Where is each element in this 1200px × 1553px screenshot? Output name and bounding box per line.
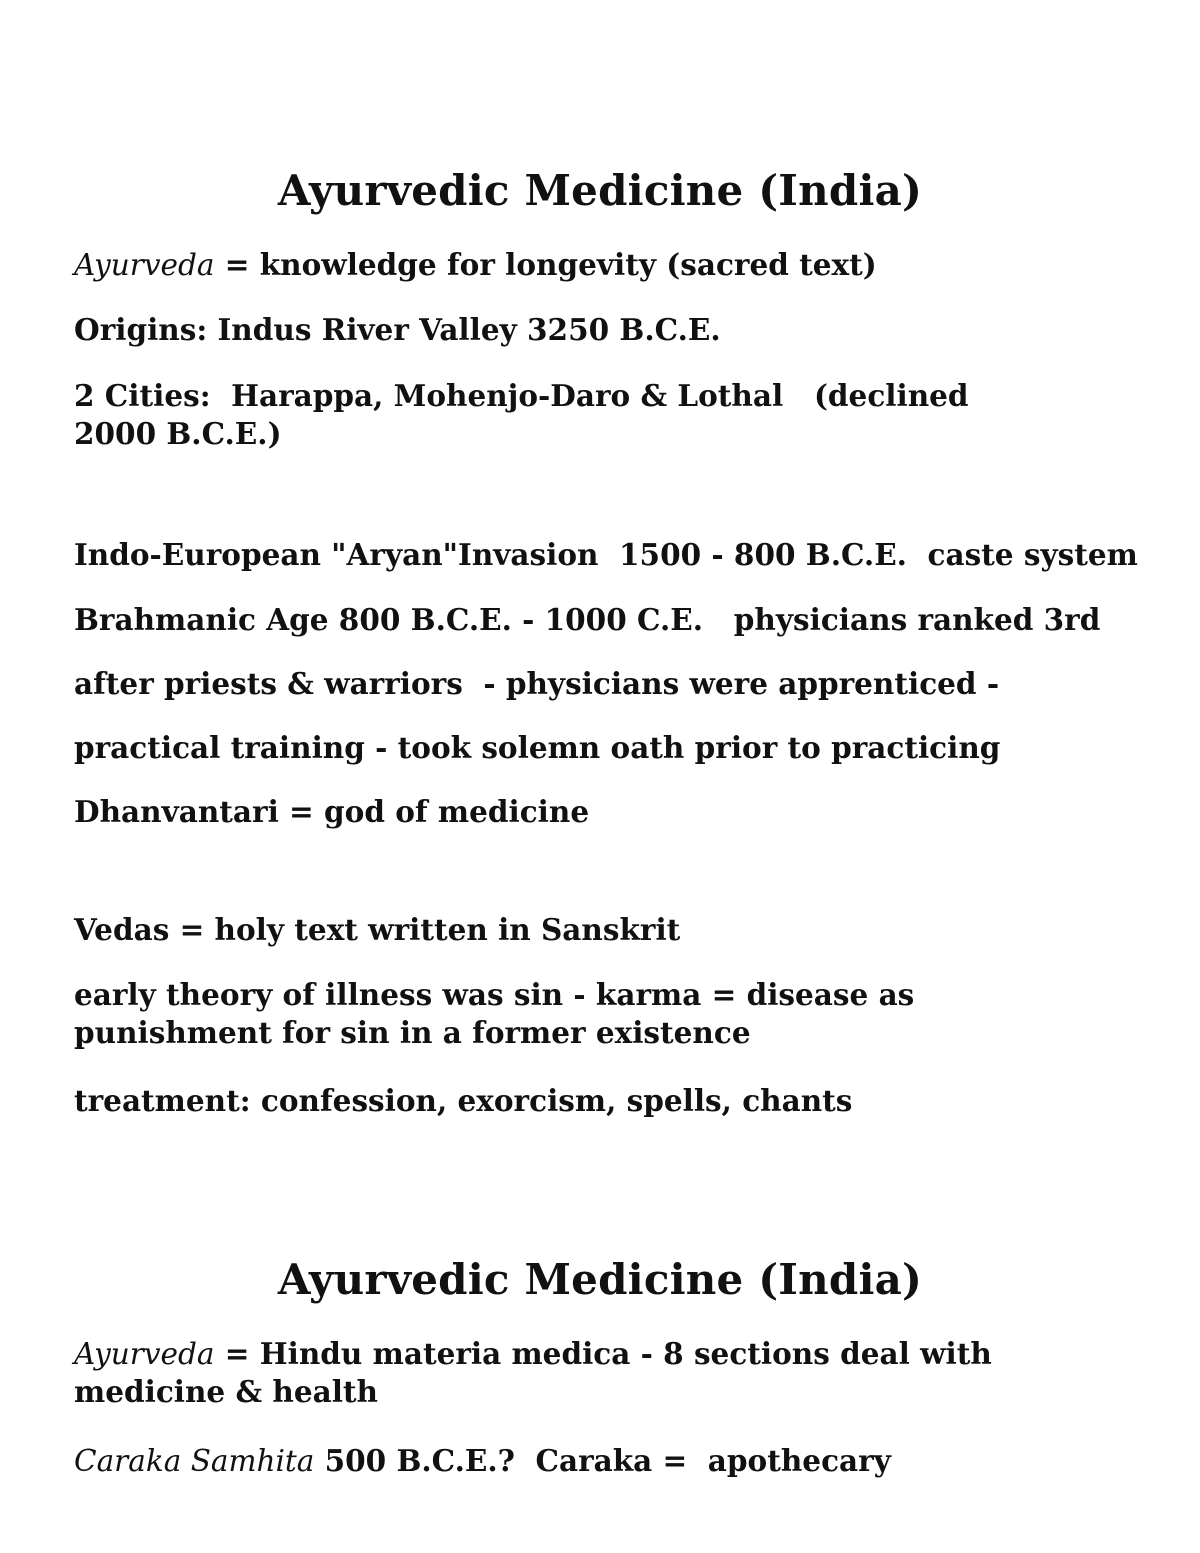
section-title-1: Ayurvedic Medicine (India)	[277, 166, 923, 215]
invasion-line: Indo-European "Aryan"Invasion 1500 - 800 B.C.E. caste system	[74, 537, 1138, 572]
definition-text: = knowledge for longevity (sacred text)	[214, 247, 877, 282]
section-title-2: Ayurvedic Medicine (India)	[277, 1255, 923, 1304]
priests-warriors-line: after priests & warriors - physicians were apprenticed -	[74, 666, 1000, 701]
brahmanic-age-line: Brahmanic Age 800 B.C.E. - 1000 C.E. physicians ranked 3rd	[74, 602, 1101, 637]
caraka-samhita-line	[74, 1442, 1154, 1480]
term-ayurveda-2: Ayurveda	[74, 1337, 215, 1371]
vedas-line: Vedas = holy text written in Sanskrit	[74, 912, 681, 947]
caraka-text: 500 B.C.E.? Caraka = apothecary	[314, 1443, 891, 1478]
definition-ayurveda-longevity	[74, 246, 1154, 284]
treatment-line: treatment: confession, exorcism, spells, chants	[74, 1083, 853, 1118]
materia-medica-text: = Hindu materia medica - 8 sections deal with medicine & health	[74, 1336, 1003, 1409]
term-caraka-samhita: Caraka Samhita	[74, 1444, 315, 1478]
definition-ayurveda-materia-medica	[74, 1335, 1144, 1411]
illness-theory-line: early theory of illness was sin - karma = disease as punishment for sin in a former existence	[74, 977, 925, 1050]
training-line: practical training - took solemn oath prior to practicing	[74, 730, 1001, 765]
cities-line: 2 Cities: Harappa, Mohenjo-Daro & Lothal (declined 2000 B.C.E.)	[74, 378, 979, 451]
origins-line: Origins: Indus River Valley 3250 B.C.E.	[74, 312, 721, 347]
dhanvantari-line: Dhanvantari = god of medicine	[74, 794, 590, 829]
term-ayurveda: Ayurveda	[74, 248, 215, 282]
